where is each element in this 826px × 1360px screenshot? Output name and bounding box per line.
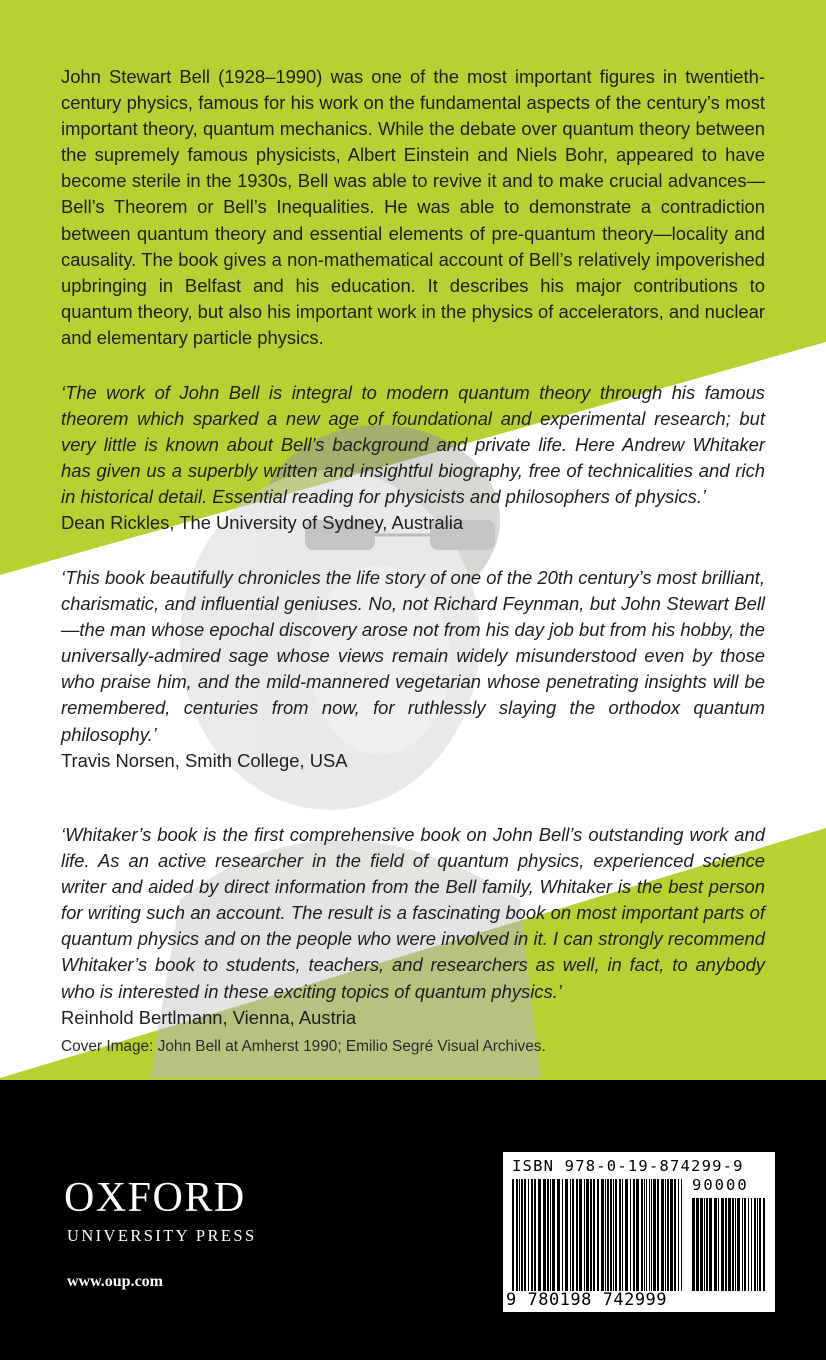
review-attribution: Reinhold Bertlmann, Vienna, Austria bbox=[61, 1006, 357, 1028]
review-quote-text: ‘This book beautifully chronicles the life story of one of the 20th century’s most brilliant, charismatic, and influential geniuses. No, not Richard Feynman, but John Stewart Bell—the man whose epochal discovery arose not from his day job but from his hobby, the universally-admired sage whose views remain widely misunderstood even by those who praise him, and the mild-mannered vegetarian whose penetrating insights will be remembered, centuries from now, for ruthlessly slaying the orthodox quantum philosophy.’ bbox=[61, 567, 765, 745]
review-quote-3 bbox=[61, 822, 765, 1031]
publisher-subtitle: UNIVERSITY PRESS bbox=[67, 1226, 257, 1245]
publisher-url: www.oup.com bbox=[67, 1273, 164, 1290]
ean-number: 9 780198 742999 bbox=[506, 1290, 668, 1310]
review-quote-text: ‘The work of John Bell is integral to modern quantum theory through his famous theorem which sparked a new age of foundational and experimental research; but very little is known about Bell’s background and private life. Here Andrew Whitaker has given us a superbly written and insightful biography, free of technicalities and rich in historical detail. Essential reading for physicists and philosophers of physics.’ bbox=[61, 382, 765, 508]
price-code: 90000 bbox=[692, 1176, 749, 1194]
book-blurb: John Stewart Bell (1928–1990) was one of the most important figures in twentieth-century physics, famous for his work on the fundamental aspects of the century’s most important theory, quantum mechanics. While the debate over quantum theory between the supremely famous physicists, Albert Einstein and Niels Bohr, appeared to have become sterile in the 1930s, Bell was able to revive it and to make crucial advances—Bell’s Theorem or Bell’s Inequalities. He was able to demonstrate a contradiction between quantum theory and essential elements of pre-quantum theory—locality and causality. The book gives a non-mathematical account of Bell’s relatively impoverished upbringing in Belfast and his education. It describes his major contributions to quantum theory, but also his important work in the physics of accelerators, and nuclear and elementary particle physics. bbox=[61, 66, 765, 348]
isbn-number: ISBN 978-0-19-874299-9 bbox=[512, 1157, 744, 1175]
review-attribution: Dean Rickles, The University of Sydney, Australia bbox=[61, 512, 464, 534]
review-quote-2 bbox=[61, 565, 765, 774]
review-attribution: Travis Norsen, Smith College, USA bbox=[61, 749, 348, 771]
cover-image-credit: Cover Image: John Bell at Amherst 1990; Emilio Segré Visual Archives. bbox=[61, 1038, 546, 1055]
isbn-barcode bbox=[503, 1152, 775, 1312]
oxford-logo-wordmark: OXFORD bbox=[64, 1175, 246, 1221]
review-quote-text: ‘Whitaker’s book is the first comprehensive book on John Bell’s outstanding work and life. As an active researcher in the field of quantum physics, experienced science writer and aided by direct information from the Bell family, Whitaker is the best person for writing such an account. The result is a fascinating book on most important parts of quantum physics and on the people who were involved in it. I can strongly recommend Whitaker’s book to students, teachers, and researchers as well, in fact, to anybody who is interested in these exciting topics of quantum physics.’ bbox=[61, 824, 765, 1002]
review-quote-1 bbox=[61, 380, 765, 537]
barcode-bars-icon bbox=[503, 1152, 775, 1312]
